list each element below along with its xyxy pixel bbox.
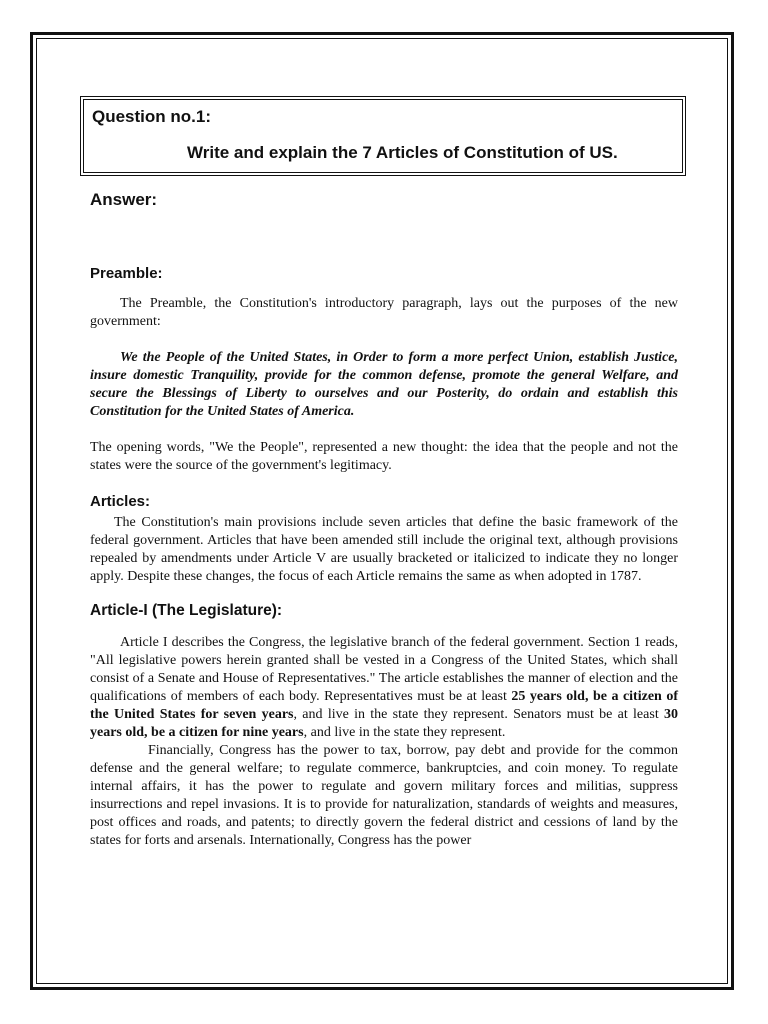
preamble-intro: The Preamble, the Constitution's introductory paragraph, lays out the purposes of the new government:: [90, 296, 678, 329]
articles-heading: Articles:: [90, 493, 151, 510]
answer-heading: Answer:: [90, 190, 158, 209]
article1-p1-bold-b: 30 years old, be a citizen for nine years: [90, 707, 678, 740]
article1-paragraph-2: Financially, Congress has the power to tax, borrow, pay debt and provide for the common defense and the general welfare; to regulate commerce, bankruptcies, and coin money. To regulate internal affairs, it has the power to regulate and govern military forces and militias, suppress insurrections and repel invasions. It is to provide for naturalization, standards of weights and measures, post offices and roads, and patents; to directly govern the federal district and cessions of land by the states for forts and arsenals. Internationally, Congress has the power: [90, 743, 678, 848]
article1-p1-text-b: , and live in the state they represent. Senators must be at least: [293, 707, 664, 722]
preamble-opening: The opening words, "We the People", represented a new thought: the idea that the people and not the states were the source of the government's legitimacy.: [90, 440, 678, 473]
article1-paragraph-1: [90, 634, 678, 742]
question-text: Write and explain the 7 Articles of Constitution of US.: [187, 143, 618, 162]
document-content: [90, 96, 678, 850]
articles-text: The Constitution's main provisions include seven articles that define the basic framework of the federal government. Articles that have been amended still include the original text, although provisions repealed by amendments under Article V are usually bracketed or italicized to indicate they no longer apply. Despite these changes, the focus of each Article remains the same as when adopted in 1787.: [90, 515, 678, 584]
article1-p1-text-a: Article I describes the Congress, the legislative branch of the federal government. Section 1 reads, "All legislative powers herein granted shall be vested in a Congress of the United States, which shall consist of a Senate and House of Representatives." The article establishes the manner of election and the qualifications of members of each body. Representatives must be at least: [90, 635, 678, 704]
article1-heading: Article-I (The Legislature):: [90, 602, 283, 619]
article1-p1-text-c: , and live in the state they represent.: [303, 725, 506, 740]
preamble-quote: We the People of the United States, in Order to form a more perfect Union, establish Justice, insure domestic Tranquility, provide for the common defense, promote the general Welfare, and secure the Blessings of Liberty to ourselves and our Posterity, do ordain and establish this Constitution for the United States of America.: [90, 350, 678, 419]
question-number: Question no.1:: [92, 107, 211, 126]
question-box: [80, 96, 686, 176]
preamble-heading: Preamble:: [90, 265, 163, 282]
article1-p1-bold-a: 25 years old, be a citizen of the United States for seven years: [90, 689, 678, 722]
